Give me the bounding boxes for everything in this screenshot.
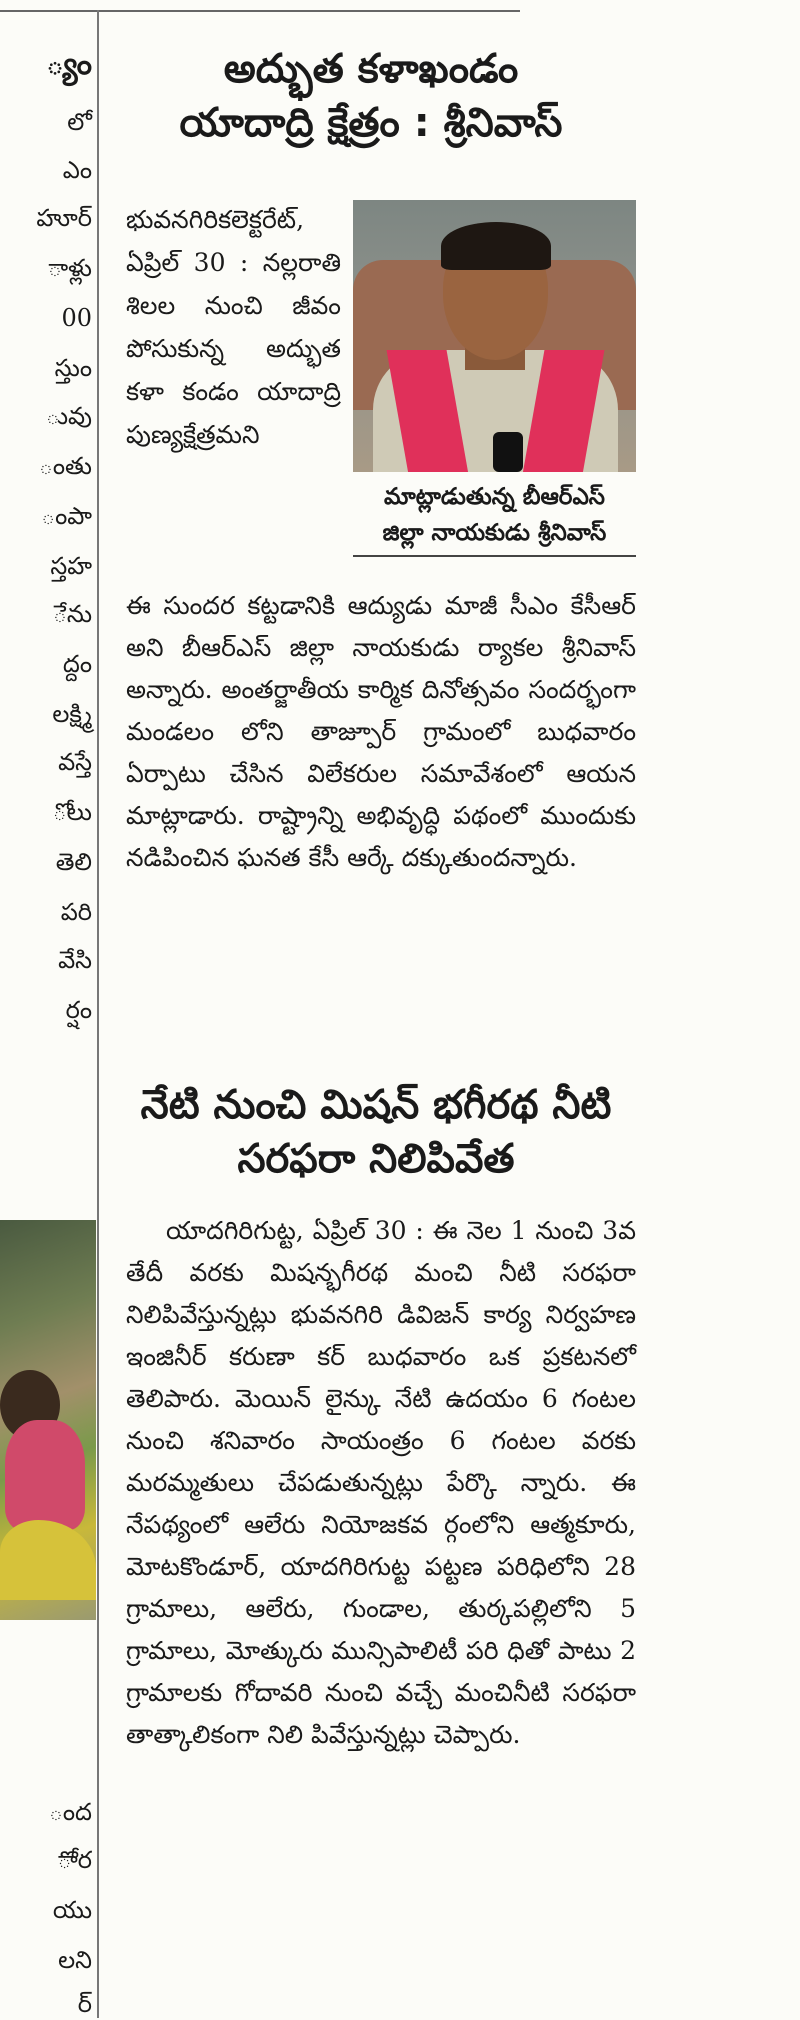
- article1-body: ఈ సుందర కట్టడానికి ఆద్యుడు మాజీ సీఎం కేసీఆర్ అని బీఆర్ఎస్ జిల్లా నాయకుడు ర్యాకల శ్రీనివాస్ అన్నారు. అంతర్జాతీయ కార్మిక దినోత్సవం సందర్భంగా మండలం లోని తాజ్పూర్ గ్రామంలో బుధవారం ఏర్పాటు చేసిన విలేకరుల సమావేశంలో ఆయన మాట్లాడారు. రాష్ట్రాన్ని అభివృద్ధి పథంలో ముందుకు నడిపించిన ఘనత కేసీ ఆర్కే దక్కుతుందన్నారు.: [126, 591, 636, 872]
- article2-headline-line1: నేటి నుంచి మిషన్ భగీరథ నీటి: [140, 1082, 612, 1128]
- left-fragment: ఎం: [62, 156, 92, 184]
- left-fragment: లని: [58, 1946, 92, 1974]
- photo-caption-line1: మాట్లాడుతున్న బీఆర్ఎస్: [384, 484, 605, 510]
- column-divider: [97, 10, 99, 2018]
- left-fragment: ేను: [52, 600, 92, 628]
- left-fragment: లక్ష్మి: [52, 700, 92, 728]
- left-fragment: ోలు: [52, 798, 92, 826]
- left-fragment: ంద: [49, 1798, 92, 1826]
- left-fragment: వస్తే: [58, 748, 92, 776]
- article1-dateline: భువనగిరికలెక్టరేట్, ఏప్రిల్ 30 : నల్లరాతి శిలల నుంచి జీవం పోసుకున్న అద్భుత కళా కండం యాదాద్రి పుణ్యక్షేత్రమని: [126, 205, 341, 449]
- left-fragment: పరి: [60, 898, 92, 926]
- article1-headline-line2: యాదాద్రి క్షేత్రం : శ్రీనివాస్: [179, 100, 563, 146]
- left-fragment: వేసి: [58, 946, 92, 974]
- left-fragment: ంపా: [41, 502, 92, 530]
- article1-headline-line1: అద్భుత కళాఖండం: [223, 46, 519, 92]
- left-fragment: ువు: [45, 402, 92, 430]
- srinivas-photo: [353, 200, 636, 472]
- left-fragment: ాళ్లు: [47, 254, 92, 282]
- left-fragment: యు: [52, 1896, 92, 1924]
- article2-headline: [116, 1078, 636, 1186]
- article2-headline-line2: సరఫరా నిలిపివేత: [237, 1136, 515, 1182]
- left-fragment: హూర్: [36, 204, 92, 232]
- microphone-icon: [493, 432, 523, 472]
- left-fragment: స్తహ: [50, 552, 92, 580]
- left-fragment: 00: [61, 304, 92, 332]
- left-fragment: స్తుం: [54, 354, 92, 382]
- photo-caption-line2: జిల్లా నాయకుడు శ్రీనివాస్: [382, 519, 607, 546]
- article2-body: యాదగిరిగుట్ట, ఏప్రిల్ 30 : ఈ నెల 1 నుంచి 3వ తేదీ వరకు మిషన్భగీరథ మంచి నీటి సరఫరా నిలిపివేస్తున్నట్లు భువనగిరి డివిజన్ కార్య నిర్వహణ ఇంజినీర్ కరుణా కర్ బుధవారం ఒక ప్రకటనలో తెలిపారు. మెయిన్ లైన్కు నేటి ఉదయం 6 గంటల నుంచి శనివారం సాయంత్రం 6 గంటల వరకు మరమ్మతులు చేపడుతున్నట్లు పేర్కొ న్నారు. ఈ నేపథ్యంలో ఆలేరు నియోజకవ ర్గంలోని ఆత్మకూరు, మోటకొండూర్, యాదగిరిగుట్ట పట్టణ పరిధిలోని 28 గ్రామాలు, ఆలేరు, గుండాల, తుర్కపల్లిలోని 5 గ్రామాలు, మోత్కురు మున్సిపాలిటీ పరి ధితో పాటు 2 గ్రామాలకు గోదావరి నుంచి వచ్చే మంచినీటి సరఫరా తాత్కాలికంగా నిలి పివేస్తున్నట్లు చెప్పారు.: [126, 1216, 636, 1749]
- photo-caption: [353, 480, 636, 557]
- left-fragment: ంతు: [38, 452, 92, 480]
- left-clipped-photo: [0, 1220, 96, 1620]
- top-rule: [0, 10, 520, 12]
- left-fragment: ర్షం: [65, 996, 92, 1024]
- left-fragment: తెలి: [55, 848, 92, 876]
- article1-headline: [116, 42, 626, 150]
- left-fragment: ద్దం: [62, 650, 92, 678]
- left-fragment: ర్: [77, 1990, 92, 2018]
- left-fragment: ్యం: [46, 47, 92, 82]
- left-column-clipped: [0, 30, 96, 2020]
- left-fragment: లో: [67, 108, 92, 136]
- left-fragment: ోార: [57, 1846, 92, 1874]
